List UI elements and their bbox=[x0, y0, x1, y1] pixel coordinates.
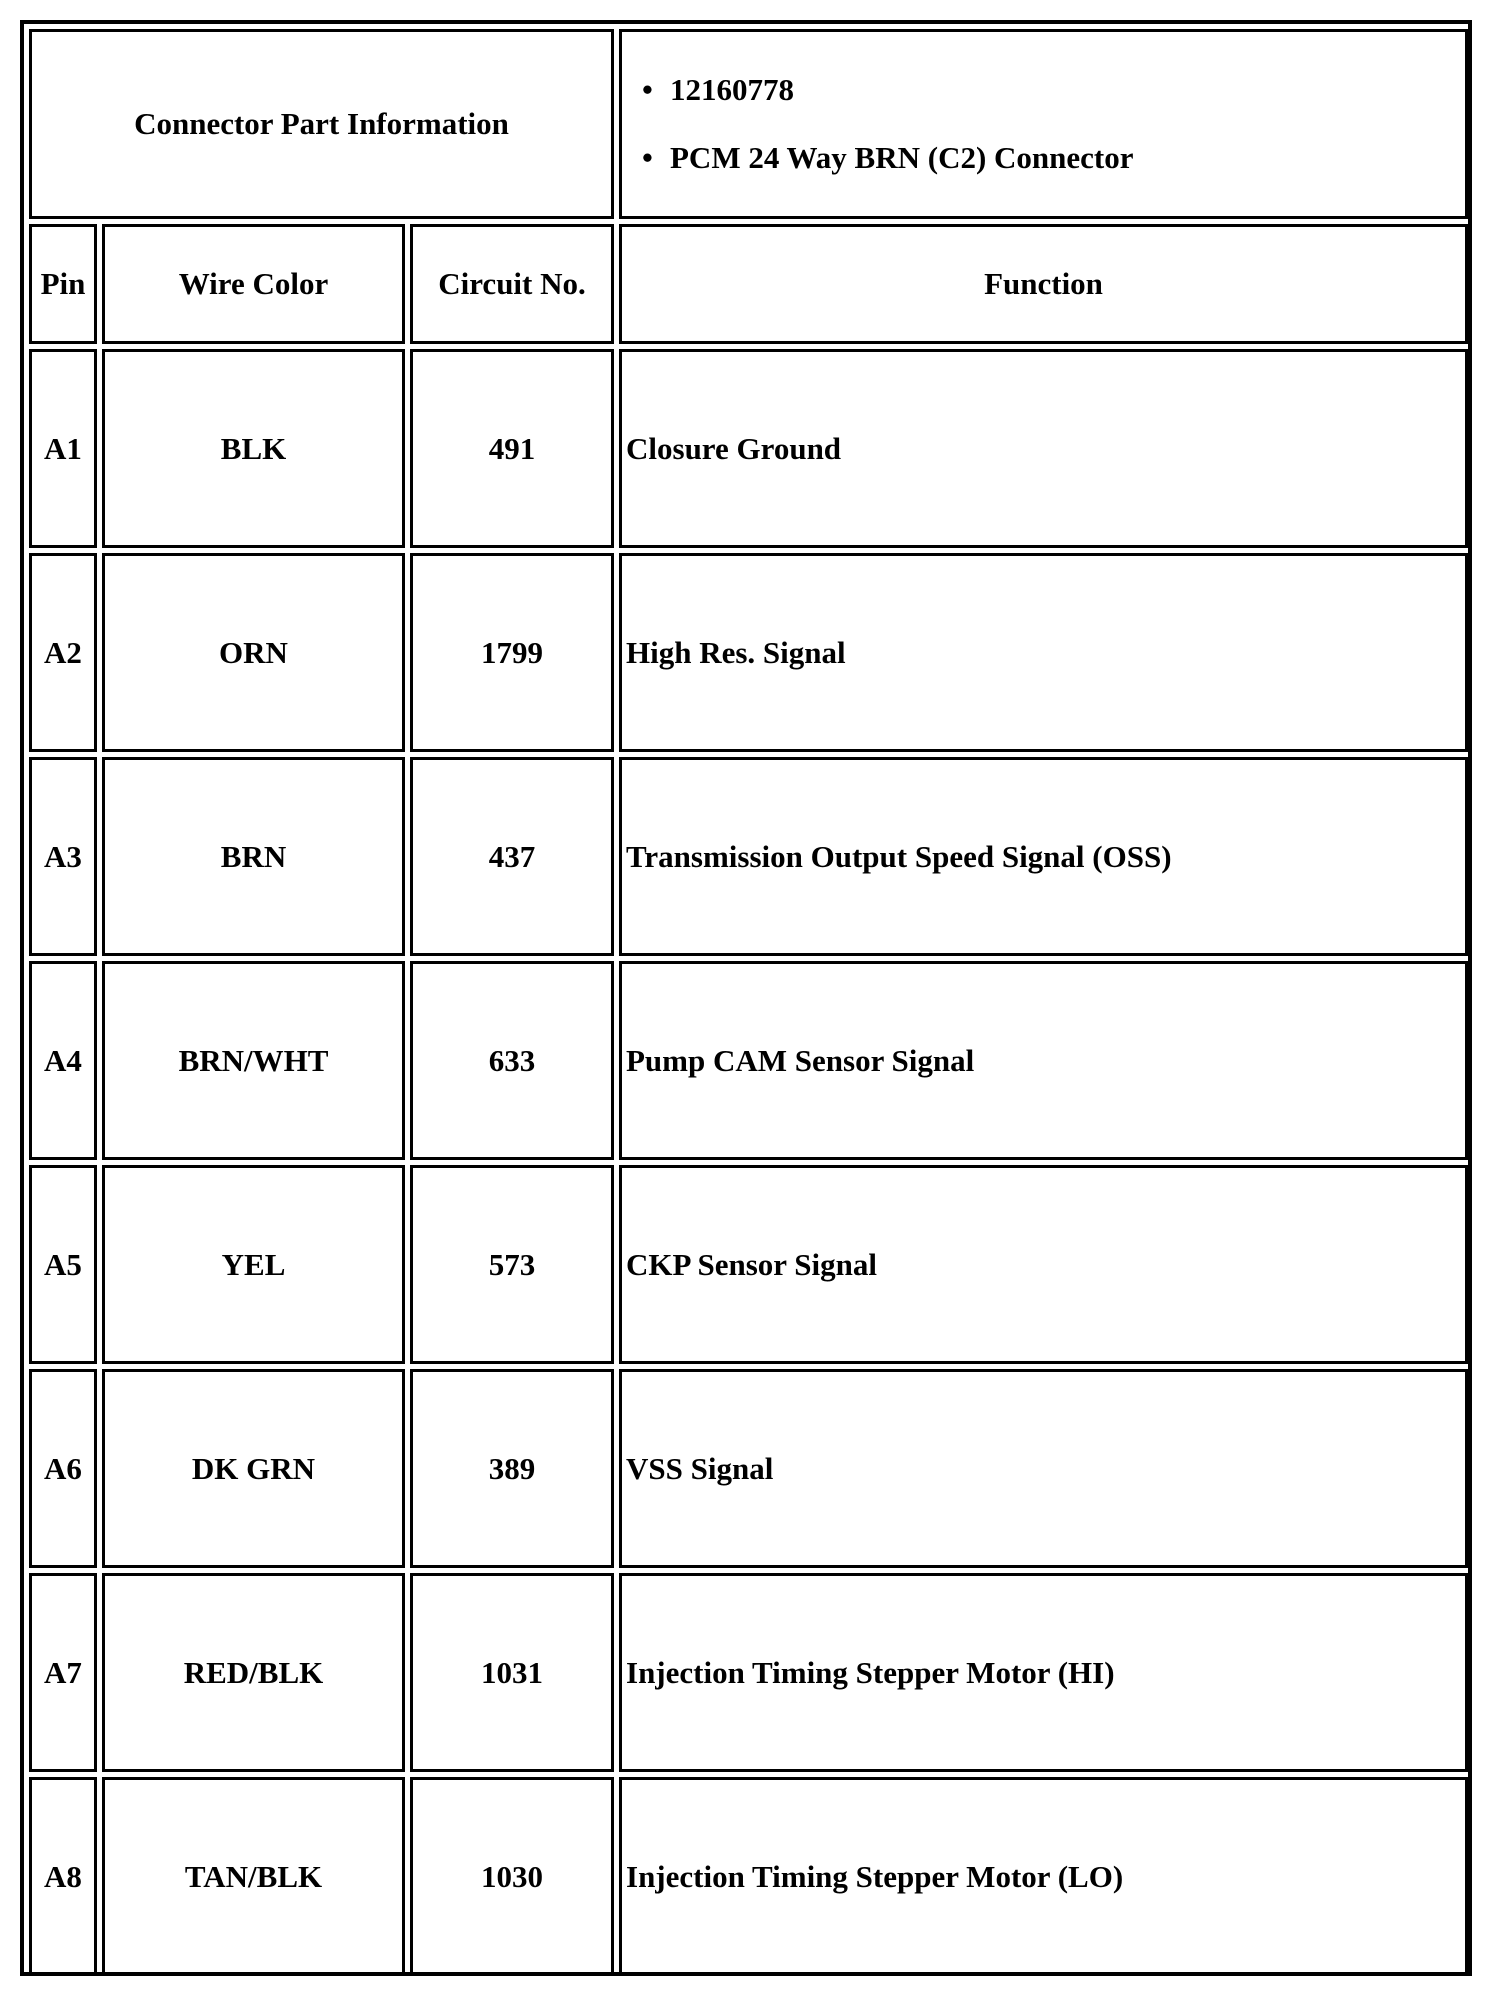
pin-cell: A6 bbox=[29, 1369, 97, 1568]
column-header-wire-color: Wire Color bbox=[102, 224, 405, 344]
function-cell: Pump CAM Sensor Signal bbox=[619, 961, 1468, 1160]
circuit-cell: 389 bbox=[410, 1369, 614, 1568]
connector-pinout-table bbox=[24, 24, 1473, 1981]
table-row bbox=[29, 349, 1468, 548]
wire-color-cell: YEL bbox=[102, 1165, 405, 1364]
circuit-cell: 573 bbox=[410, 1165, 614, 1364]
table-row bbox=[29, 1573, 1468, 1772]
function-cell: Closure Ground bbox=[619, 349, 1468, 548]
function-cell: VSS Signal bbox=[619, 1369, 1468, 1568]
table-row bbox=[29, 553, 1468, 752]
wire-color-cell: TAN/BLK bbox=[102, 1777, 405, 1976]
wire-color-cell: BLK bbox=[102, 349, 405, 548]
function-cell: High Res. Signal bbox=[619, 553, 1468, 752]
connector-info-row bbox=[29, 29, 1468, 219]
column-header-circuit: Circuit No. bbox=[410, 224, 614, 344]
pin-cell: A2 bbox=[29, 553, 97, 752]
function-cell: CKP Sensor Signal bbox=[619, 1165, 1468, 1364]
pin-cell: A1 bbox=[29, 349, 97, 548]
wire-color-cell: ORN bbox=[102, 553, 405, 752]
circuit-cell: 1799 bbox=[410, 553, 614, 752]
connector-info-item bbox=[642, 136, 1465, 180]
pin-cell: A8 bbox=[29, 1777, 97, 1976]
circuit-cell: 1030 bbox=[410, 1777, 614, 1976]
column-header-row bbox=[29, 224, 1468, 344]
circuit-cell: 437 bbox=[410, 757, 614, 956]
connector-info-title: Connector Part Information bbox=[29, 29, 614, 219]
table-row bbox=[29, 961, 1468, 1160]
table-row bbox=[29, 1165, 1468, 1364]
bullet-icon: • bbox=[642, 140, 653, 175]
circuit-cell: 633 bbox=[410, 961, 614, 1160]
function-cell: Injection Timing Stepper Motor (HI) bbox=[619, 1573, 1468, 1772]
part-number: 12160778 bbox=[670, 72, 794, 107]
column-header-pin: Pin bbox=[29, 224, 97, 344]
wire-color-cell: BRN/WHT bbox=[102, 961, 405, 1160]
column-header-function: Function bbox=[619, 224, 1468, 344]
wire-color-cell: RED/BLK bbox=[102, 1573, 405, 1772]
pin-cell: A7 bbox=[29, 1573, 97, 1772]
circuit-cell: 491 bbox=[410, 349, 614, 548]
circuit-cell: 1031 bbox=[410, 1573, 614, 1772]
pin-cell: A4 bbox=[29, 961, 97, 1160]
function-cell: Injection Timing Stepper Motor (LO) bbox=[619, 1777, 1468, 1976]
connector-info-item bbox=[642, 68, 1465, 112]
connector-info-list bbox=[622, 68, 1465, 180]
pin-cell: A3 bbox=[29, 757, 97, 956]
bullet-icon: • bbox=[642, 72, 653, 107]
wire-color-cell: BRN bbox=[102, 757, 405, 956]
table-row bbox=[29, 1777, 1468, 1976]
connector-info-list-cell bbox=[619, 29, 1468, 219]
wire-color-cell: DK GRN bbox=[102, 1369, 405, 1568]
table-row bbox=[29, 1369, 1468, 1568]
pin-cell: A5 bbox=[29, 1165, 97, 1364]
connector-description: PCM 24 Way BRN (C2) Connector bbox=[670, 140, 1134, 175]
table-row bbox=[29, 757, 1468, 956]
function-cell: Transmission Output Speed Signal (OSS) bbox=[619, 757, 1468, 956]
